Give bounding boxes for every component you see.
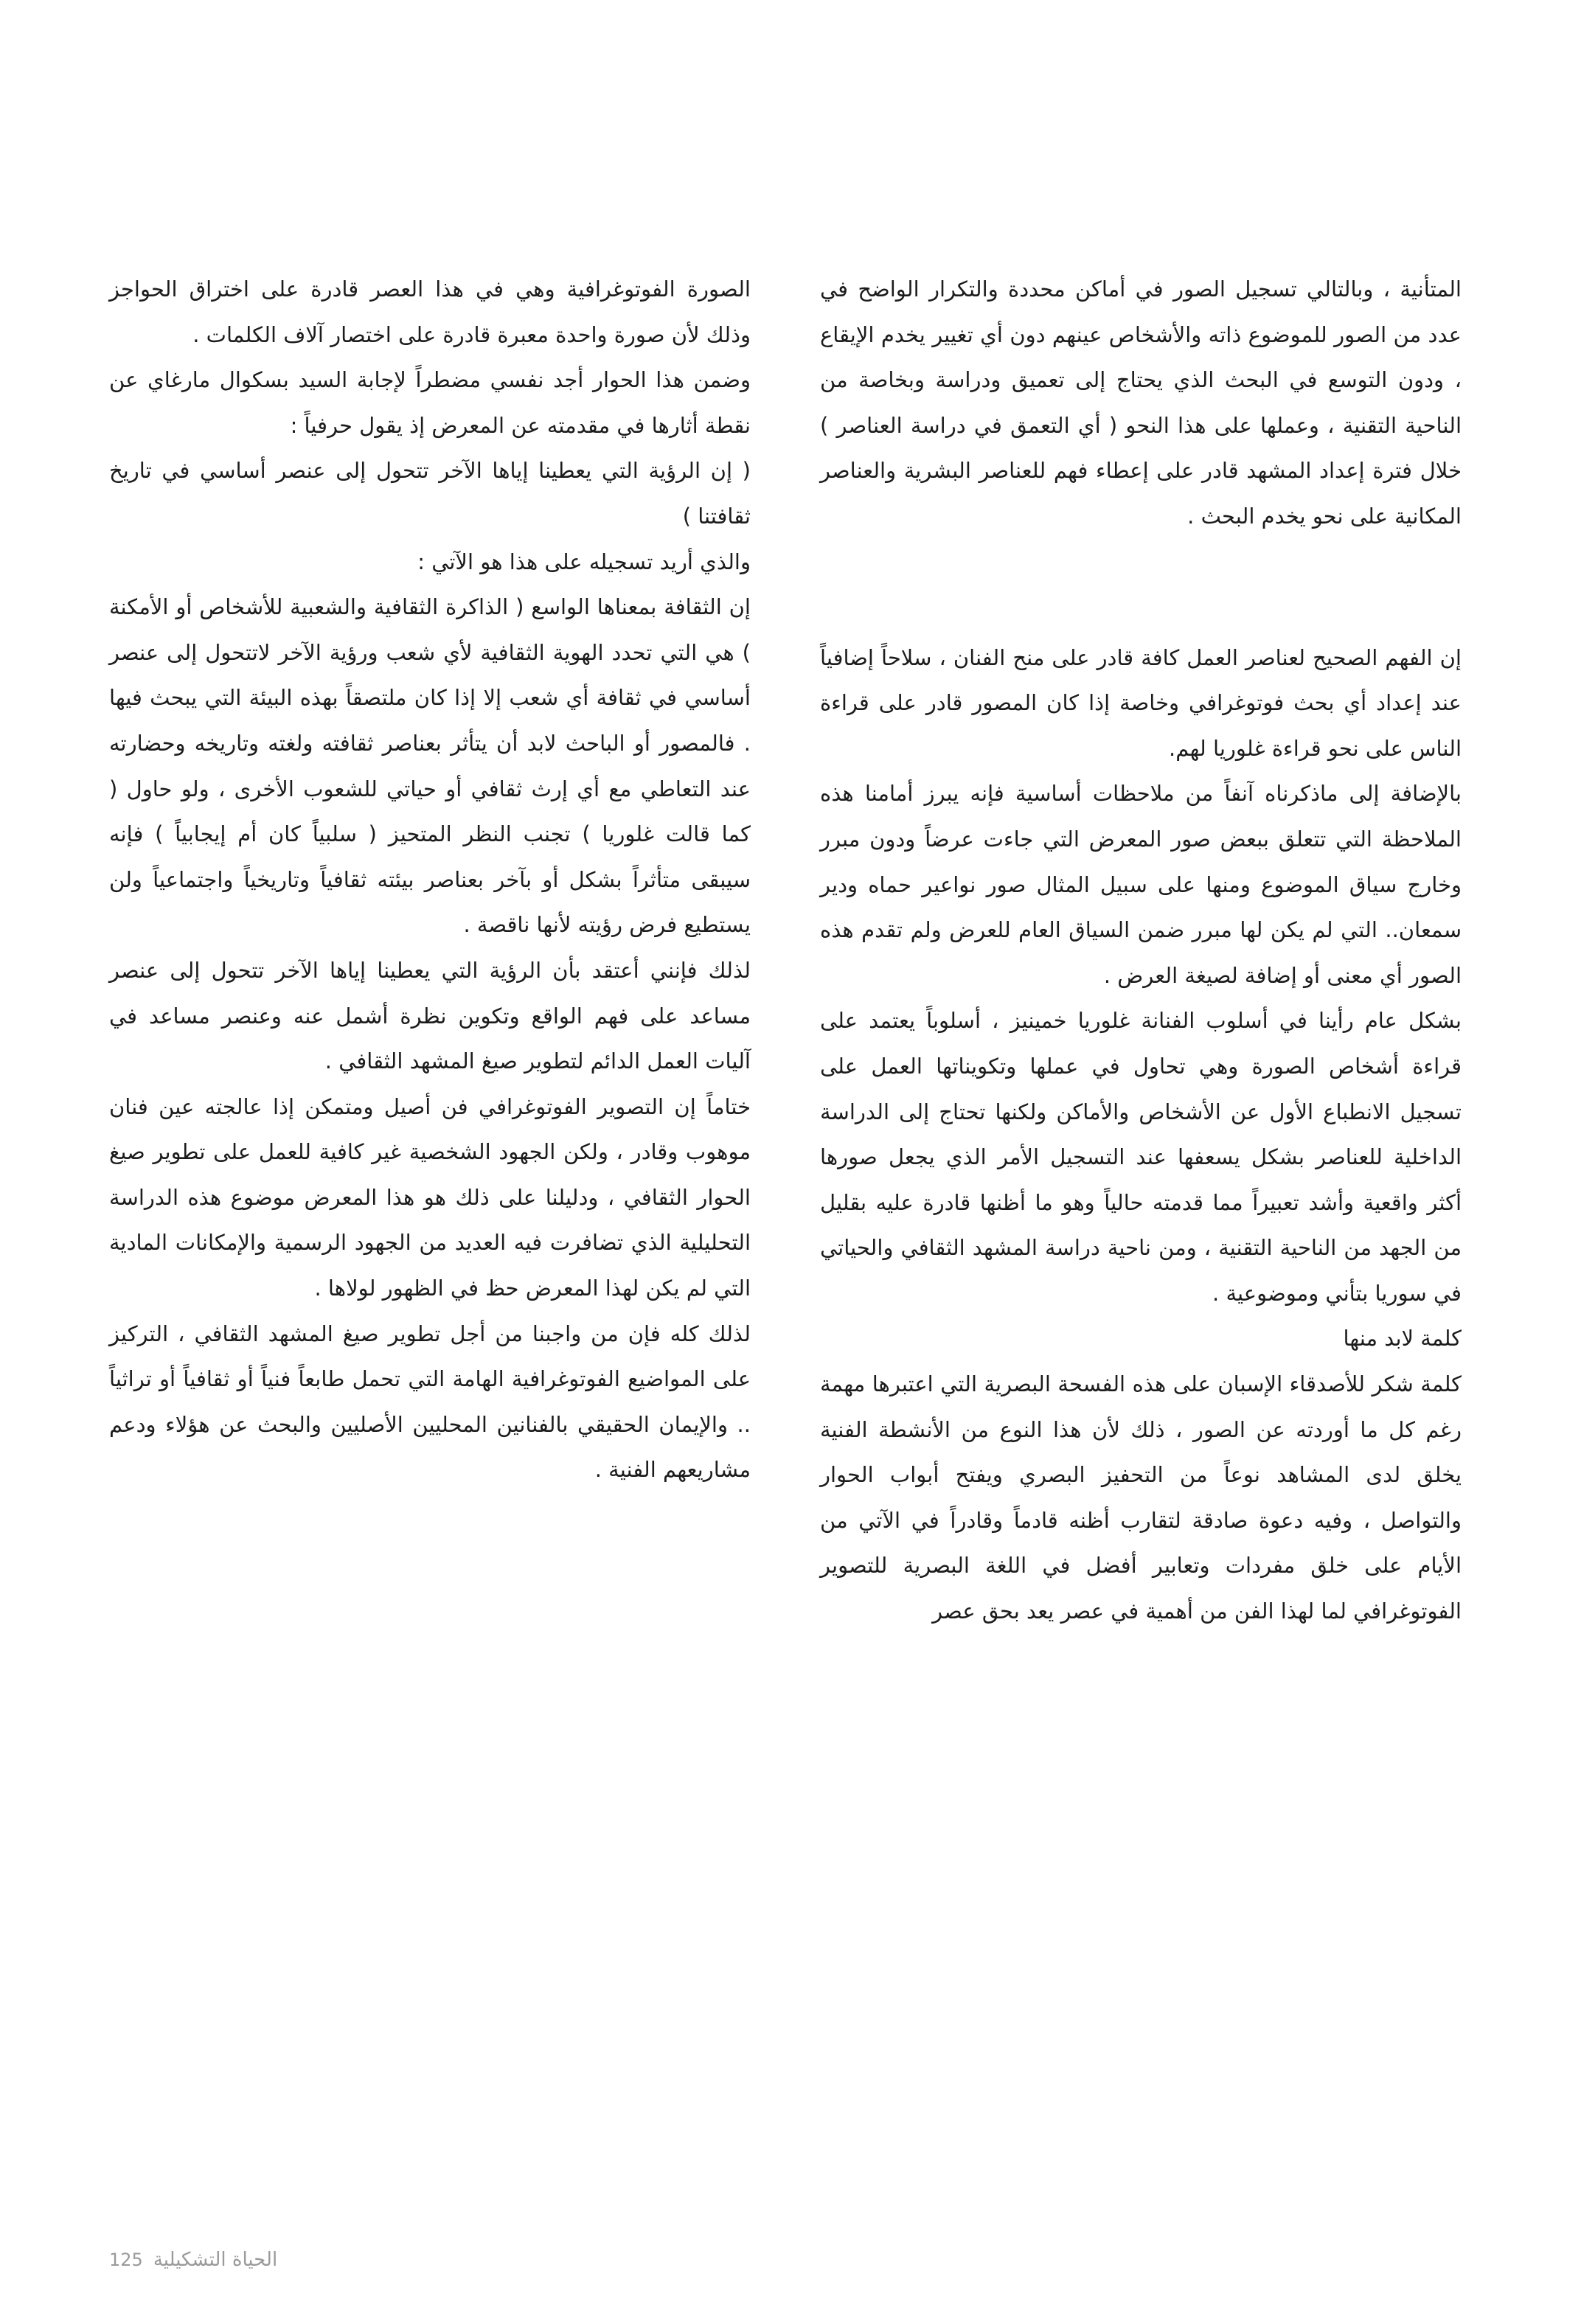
article-column-left [109, 267, 751, 1493]
quote: ( إن الرؤية التي يعطينا إياها الآخر تتحول إلى عنصر أساسي في تاريخ ثقافتنا ) [109, 458, 751, 529]
paragraph: المتأنية ، وبالتالي تسجيل الصور في أماكن محددة والتكرار الواضح في عدد من الصور للموضوع ذاته والأشخاص عينهم دون أي تغيير يخدم الإيقاع ، ودون التوسع في البحث الذي يحتاج إلى تعميق ودراسة وبخاصة من الناحية التقنية ، وعملها على هذا النحو ( أي التعمق في دراسة العناصر ) خلال فترة إعداد المشهد قادر على إعطاء فهم للعناصر البشرية والعناصر المكانية على نحو يخدم البحث . [820, 276, 1462, 529]
paragraph: لذلك فإنني أعتقد بأن الرؤية التي يعطينا إياها الآخر تتحول إلى عنصر مساعد على فهم الواقع وتكوين نظرة أشمل عنه وعنصر مساعد في آليات العمل الدائم لتطوير صيغ المشهد الثقافي . [109, 957, 751, 1074]
page-footer [109, 2249, 277, 2271]
paragraph: وضمن هذا الحوار أجد نفسي مضطراً لإجابة السيد بسكوال مارغاي عن نقطة أثارها في مقدمته عن المعرض إذ يقول حرفياً : [109, 367, 751, 438]
paragraph: بشكل عام رأينا في أسلوب الفنانة غلوريا خمينيز ، أسلوباً يعتمد على قراءة أشخاص الصورة وهي تحاول في عملها وتكويناتها العمل على تسجيل الانطباع الأول عن الأشخاص والأماكن ولكنها تحتاج إلى الدراسة الداخلية للعناصر بشكل يسعفها عند التسجيل الأمر الذي يجعل صورها أكثر واقعية وأشد تعبيراً مما قدمته حالياً وهو ما أظنها قادرة عليه بقليل من الجهد من الناحية التقنية ، ومن ناحية دراسة المشهد الثقافي والحياتي في سوريا بتأني وموضوعية . [820, 1008, 1462, 1306]
paragraph: ختاماً إن التصوير الفوتوغرافي فن أصيل ومتمكن إذا عالجته عين فنان موهوب وقادر ، ولكن الجهود الشخصية غير كافية للعمل على تطوير صيغ الحوار الثقافي ، ودليلنا على ذلك هو هذا المعرض موضوع هذه الدراسة التحليلية الذي تضافرت فيه العديد من الجهود الرسمية والإمكانات المادية التي لم يكن لهذا المعرض حظ في الظهور لولاها . [109, 1093, 751, 1301]
paragraph: إن الفهم الصحيح لعناصر العمل كافة قادر على منح الفنان ، سلاحاً إضافياً عند إعداد أي بحث فوتوغرافي وخاصة إذا كان المصور قادر على قراءة الناس على نحو قراءة غلوريا لهم. [820, 644, 1462, 761]
paragraph: إن الثقافة بمعناها الواسع ( الذاكرة الثقافية والشعبية للأشخاص أو الأمكنة ) هي التي تحدد الهوية الثقافية لأي شعب ورؤية الآخر لاتتحول إلى عنصر أساسي في ثقافة أي شعب إلا إذا كان ملتصقاً بهذه البيئة التي يبحث فيها . فالمصور أو الباحث لابد أن يتأثر بعناصر ثقافته ولغته وتاريخه وحضارته عند التعاطي مع أي إرث ثقافي أو حياتي للشعوب الأخرى ، ولو حاول ( كما قالت غلوريا ) تجنب النظر المتحيز ( سلبياً كان أم إيجابياً ) فإنه سيبقى متأثراً بشكل أو بآخر بعناصر بيئته ثقافياً وتاريخياً واجتماعياً ولن يستطيع فرض رؤيته لأنها ناقصة . [109, 594, 751, 938]
paragraph: بالإضافة إلى ماذكرناه آنفاً من ملاحظات أساسية فإنه يبرز أمامنا هذه الملاحظة التي تتعلق ببعض صور المعرض التي جاءت عرضاً ودون مبرر وخارج سياق الموضوع ومنها على سبيل المثال صور نواعير حماه ودير سمعان.. التي لم يكن لها مبرر ضمن السياق العام للعرض ولم تقدم هذه الصور أي معنى أو إضافة لصيغة العرض . [820, 781, 1462, 988]
magazine-name: الحياة التشكيلية [153, 2249, 278, 2271]
paragraph: والذي أريد تسجيله على هذا هو الآتي : [417, 549, 751, 574]
paragraph: لذلك كله فإن من واجبنا من أجل تطوير صيغ المشهد الثقافي ، التركيز على المواضيع الفوتوغرافية الهامة التي تحمل طابعاً فنياً أو ثقافياً أو تراثياً .. والإيمان الحقيقي بالفنانين المحليين الأصليين والبحث عن هؤلاء ودعم مشاريعهم الفنية . [109, 1321, 751, 1483]
paragraph: كلمة شكر للأصدقاء الإسبان على هذه الفسحة البصرية التي اعتبرها مهمة رغم كل ما أوردته عن الصور ، ذلك لأن هذا النوع من الأنشطة الفنية يخلق لدى المشاهد نوعاً من التحفيز البصري ويفتح أبواب الحوار والتواصل ، وفيه دعوة صادقة لتقارب أظنه قادماً وقادراً في الآتي من الأيام على خلق مفردات وتعابير أفضل في اللغة البصرية للتصوير الفوتوغرافي لما لهذا الفن من أهمية في عصر يعد بحق عصر [820, 1371, 1462, 1624]
page-number: 125 [109, 2250, 143, 2270]
paragraph: الصورة الفوتوغرافية وهي في هذا العصر قادرة على اختراق الحواجز وذلك لأن صورة واحدة معبرة قادرة على اختصار آلاف الكلمات . [109, 276, 751, 347]
subheading: كلمة لابد منها [1343, 1326, 1462, 1351]
paragraph-gap [820, 540, 1462, 636]
article-column-right [820, 267, 1462, 1635]
